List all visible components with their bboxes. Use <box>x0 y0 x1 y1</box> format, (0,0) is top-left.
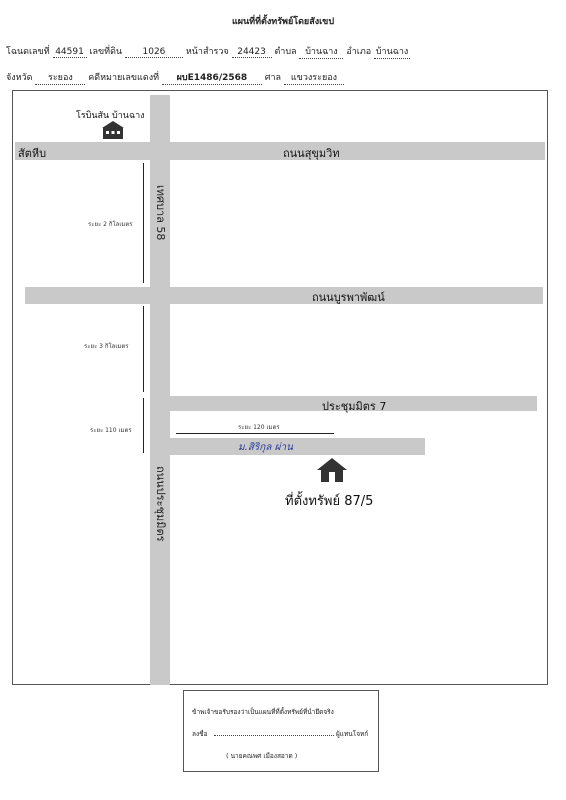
court-value: แขวงระยอง <box>284 70 344 85</box>
land-label: เลขที่ดิน <box>89 47 123 57</box>
case-label: คดีหมายเลขแดงที่ <box>88 73 160 83</box>
court-label: ศาล <box>264 73 282 83</box>
subdistrict-value: บ้านฉาง <box>299 44 343 59</box>
distance-arrow-2 <box>143 306 144 392</box>
subdistrict-label: ตำบล <box>274 47 297 57</box>
distance-arrow-1 <box>143 163 144 283</box>
land-number: 1026 <box>125 47 183 58</box>
map-frame <box>12 90 548 685</box>
burapha-label: ถนนบูรพาพัฒน์ <box>312 291 385 304</box>
survey-number: 24423 <box>232 47 272 58</box>
deed-label: โฉนดเลขที่ <box>6 47 50 57</box>
house-icon <box>316 457 348 483</box>
signature-box <box>183 690 379 772</box>
province-value: ระยอง <box>35 70 85 85</box>
sign-line <box>214 735 334 736</box>
certify-text: ข้าพเจ้าขอรับรองว่าเป็นแผนที่ที่ตั้งทรัพย์ที่นำยึดจริง <box>192 708 334 716</box>
distance-arrow-4 <box>176 433 334 434</box>
deed-number: 44591 <box>53 47 87 58</box>
case-number: ผบE1486/2568 <box>162 70 262 85</box>
road-soi <box>170 438 425 455</box>
distance-label-1: ระยะ 2 กิโลเมตร <box>88 221 133 228</box>
landmark-label: โรบินสัน บ้านฉาง <box>76 111 145 121</box>
district-value: บ้านฉาง <box>374 44 410 59</box>
road-sukhumvit <box>15 142 545 160</box>
survey-label: หน้าสำรวจ <box>185 47 229 57</box>
prachum-label: ถนนประชุมมิตร <box>154 466 167 542</box>
sign-label: ลงชื่อ <box>192 730 208 738</box>
distance-arrow-3 <box>143 398 144 453</box>
sattahip-label: สัตหีบ <box>18 147 47 160</box>
header-line-2 <box>6 70 344 85</box>
tesaban-label: เทศบาล 58 <box>154 185 167 241</box>
district-label: อำเภอ <box>346 47 372 57</box>
property-label: ที่ตั้งทรัพย์ 87/5 <box>285 494 374 509</box>
province-label: จังหวัด <box>6 73 33 83</box>
distance-label-3: ระยะ 110 เมตร <box>90 427 132 434</box>
signer-name: ( นายคณพศ เมืองสอาด ) <box>226 752 298 760</box>
distance-label-2: ระยะ 3 กิโลเมตร <box>84 343 129 350</box>
soi-label: ม.สิริกุล ผ่าน <box>238 442 293 453</box>
school-icon <box>100 120 126 140</box>
prachum7-label: ประชุมมิตร 7 <box>322 400 387 413</box>
sukhumvit-label: ถนนสุขุมวิท <box>283 147 340 160</box>
road-tesaban-58 <box>150 95 170 685</box>
header-line-1 <box>6 44 410 59</box>
distance-label-4: ระยะ 120 เมตร <box>238 424 280 431</box>
page-title: แผนที่ที่ตั้งทรัพย์โดยสังเขป <box>231 17 335 27</box>
road-burapha <box>25 287 543 304</box>
sign-role: ผู้แทนโจทก์ <box>336 730 369 738</box>
